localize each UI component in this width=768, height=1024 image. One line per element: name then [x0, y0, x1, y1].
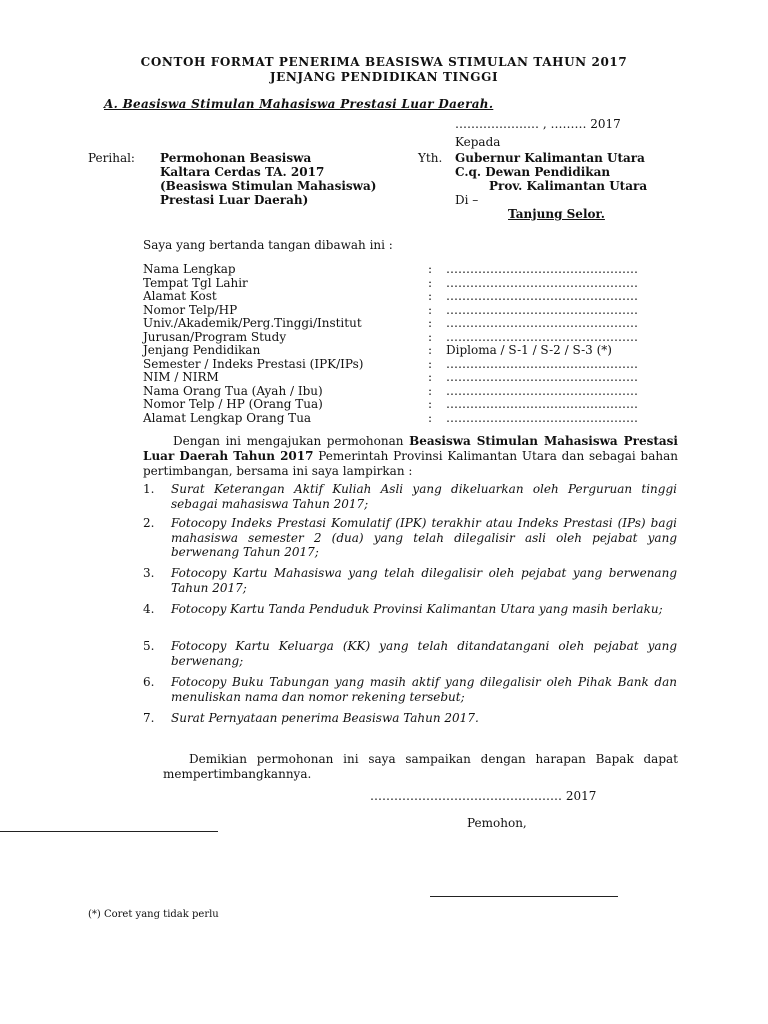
field-row [143, 317, 663, 331]
pemohon-label: Pemohon, [467, 816, 527, 830]
field-label: Alamat Lengkap Orang Tua [143, 410, 312, 425]
field-row [143, 331, 663, 345]
field-label: Semester / Indeks Prestasi (IPK/IPs) [143, 356, 364, 371]
field-colon: : [428, 316, 433, 330]
yth-label: Yth. [418, 151, 443, 165]
field-value: ………………………………………… [446, 262, 638, 276]
list-item-number: 1. [143, 482, 155, 496]
request-text-post: Pemerintah Provinsi Kalimantan Utara dan sebagai bahan pertimbangan, bersama ini saya lampirkan : [143, 449, 679, 478]
perihal-line-2: Kaltara Cerdas TA. 2017 [160, 165, 325, 179]
document-title: CONTOH FORMAT PENERIMA BEASISWA STIMULAN TAHUN 2017 [140, 55, 628, 69]
closing-paragraph: Demikian permohonan ini saya sampaikan dengan harapan Bapak dapat mempertimbangkannya. [163, 752, 678, 781]
recipient-line-1: Gubernur Kalimantan Utara [455, 151, 645, 165]
list-item-text: Fotocopy Kartu Mahasiswa yang telah dilegalisir oleh pejabat yang berwenang Tahun 2017; [171, 566, 677, 595]
field-row [143, 290, 663, 304]
field-value: ………………………………………… [446, 289, 638, 303]
field-colon: : [428, 356, 433, 371]
recipient-line-2: C.q. Dewan Pendidikan [455, 165, 611, 179]
field-value: ………………………………………… [446, 329, 638, 344]
date-line: ………………… , ……… 2017 [455, 117, 621, 131]
field-colon: : [428, 262, 433, 276]
list-item-number: 4. [143, 602, 155, 616]
field-colon: : [428, 289, 433, 303]
signature-date: ………………………………………… 2017 [370, 789, 597, 803]
field-value: Diploma / S-1 / S-2 / S-3 (*) [446, 343, 612, 357]
recipient-di: Di – [455, 193, 479, 207]
recipient-city: Tanjung Selor. [508, 207, 605, 221]
field-label: Jenjang Pendidikan [143, 343, 261, 357]
footnote-divider [0, 831, 218, 832]
request-text-pre: Dengan ini mengajukan permohonan [173, 434, 410, 448]
perihal-line-1: Permohonan Beasiswa [160, 151, 312, 165]
field-label: Nomor Telp/HP [143, 302, 238, 317]
list-item-text: Fotocopy Indeks Prestasi Komulatif (IPK) terakhir atau Indeks Prestasi (IPs) bagi mahasiswa semester 2 (dua) yang telah dilegalisir asli oleh pejabat yang berwenang Tahun 2017; [171, 516, 677, 559]
list-item-text: Fotocopy Kartu Tanda Penduduk Provinsi Kalimantan Utara yang masih berlaku; [171, 602, 663, 616]
field-colon: : [428, 343, 433, 357]
field-row [143, 344, 663, 358]
list-item-text: Surat Pernyataan penerima Beasiswa Tahun 2017. [171, 711, 479, 725]
field-label: Alamat Kost [143, 289, 217, 303]
footnote: (*) Coret yang tidak perlu [88, 909, 219, 920]
field-row [143, 263, 663, 277]
list-item-text: Fotocopy Kartu Keluarga (KK) yang telah ditandatangani oleh pejabat yang berwenang; [171, 639, 677, 668]
list-item-number: 3. [143, 566, 155, 580]
field-value: ………………………………………… [446, 316, 638, 330]
perihal-label: Perihal: [88, 151, 135, 165]
field-colon: : [428, 275, 433, 290]
signature-line [430, 896, 618, 897]
recipient-line-3: Prov. Kalimantan Utara [489, 179, 648, 193]
list-item-number: 6. [143, 675, 155, 689]
field-colon: : [428, 383, 433, 398]
list-item-text: Surat Keterangan Aktif Kuliah Asli yang dikeluarkan oleh Perguruan tinggi sebagai mahasiswa Tahun 2017; [171, 482, 677, 511]
field-label: Tempat Tgl Lahir [143, 275, 248, 290]
kepada-label: Kepada [455, 135, 501, 149]
field-value: ………………………………………… [446, 356, 638, 371]
field-value: ………………………………………… [446, 410, 638, 425]
intro-text: Saya yang bertanda tangan dibawah ini : [143, 238, 393, 252]
field-colon: : [428, 302, 433, 317]
field-label: Nama Orang Tua (Ayah / Ibu) [143, 383, 323, 398]
field-row [143, 398, 663, 412]
field-value: ………………………………………… [446, 383, 638, 398]
field-value: ………………………………………… [446, 302, 638, 317]
list-item-number: 5. [143, 639, 155, 653]
field-row [143, 304, 663, 318]
field-colon: : [428, 370, 433, 384]
field-value: ………………………………………… [446, 370, 638, 384]
list-item-number: 2. [143, 516, 155, 530]
field-colon: : [428, 397, 433, 411]
field-colon: : [428, 410, 433, 425]
document-subtitle: JENJANG PENDIDIKAN TINGGI [269, 70, 499, 84]
perihal-line-3: (Beasiswa Stimulan Mahasiswa) [160, 179, 377, 193]
field-label: Jurusan/Program Study [143, 329, 287, 344]
field-label: Nama Lengkap [143, 262, 236, 276]
field-row [143, 412, 663, 426]
field-row [143, 371, 663, 385]
field-colon: : [428, 329, 433, 344]
perihal-line-4: Prestasi Luar Daerah) [160, 193, 309, 207]
request-text-bold: Beasiswa Stimulan Mahasiswa Prestasi Luar Daerah Tahun 2017 [143, 434, 678, 463]
field-row [143, 277, 663, 291]
field-label: Univ./Akademik/Perg.Tinggi/Institut [143, 316, 362, 330]
request-paragraph [143, 434, 678, 479]
field-value: ………………………………………… [446, 397, 638, 411]
list-item-number: 7. [143, 711, 155, 725]
field-value: ………………………………………… [446, 275, 638, 290]
field-label: NIM / NIRM [143, 370, 219, 384]
field-row [143, 358, 663, 372]
field-row [143, 385, 663, 399]
section-heading: A. Beasiswa Stimulan Mahasiswa Prestasi Luar Daerah. [104, 97, 494, 111]
list-item-text: Fotocopy Buku Tabungan yang masih aktif yang dilegalisir oleh Pihak Bank dan menuliskan nama dan nomor rekening tersebut; [171, 675, 677, 704]
field-label: Nomor Telp / HP (Orang Tua) [143, 397, 323, 411]
